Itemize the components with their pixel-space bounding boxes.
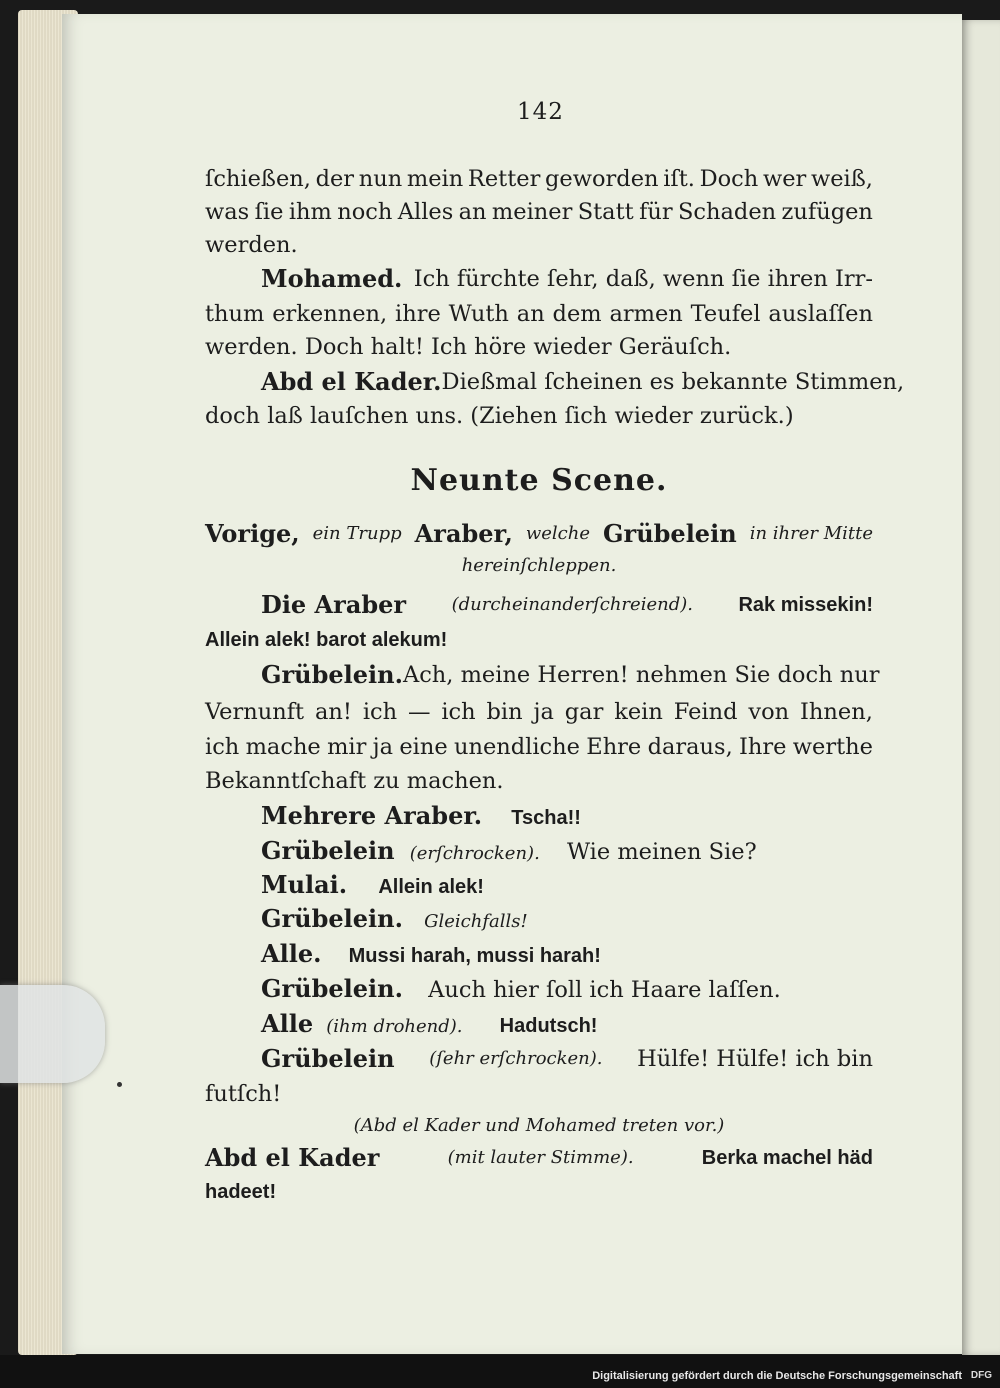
text-line: Allein alek! barot alekum! [205, 629, 448, 651]
word: Teufel [690, 301, 761, 327]
dialogue-line: Mehrere Araber. Tscha!! [261, 801, 581, 830]
dialogue-line: Die Araber (durcheinanderſchreiend). Rak missekin! [261, 589, 873, 622]
dialogue-line: Abd el Kader (mit lauter Stimme). Berka machel häd [205, 1142, 873, 1175]
word: thum [205, 301, 265, 327]
speaker-name: Mehrere Araber. [261, 801, 483, 830]
word: noch [337, 199, 393, 225]
stage-direction-line: Vorige, ein Trupp Araber, welche Grübelein in ihrer Mitte [205, 519, 873, 548]
word: ja [372, 734, 394, 760]
text-line: werden. Doch halt! Ich höre wieder Geräuſch. [205, 334, 732, 360]
text-line: hadeet! [205, 1181, 277, 1203]
speaker-name: Abd el Kader [205, 1143, 380, 1172]
word: an [516, 301, 545, 327]
text-line [205, 163, 873, 196]
word: — [407, 699, 431, 725]
text-line [205, 731, 873, 764]
speaker-name: Die Araber [261, 590, 407, 619]
word: was [205, 199, 250, 225]
dialogue-line: Mohamed. Ich fürchte ſehr, daß, wenn ſie ihren Irr- [261, 263, 873, 296]
word: ſie [254, 199, 284, 225]
word: ja [533, 699, 554, 725]
word: an! [314, 699, 352, 725]
word: von [748, 699, 790, 725]
word: Schaden [678, 199, 777, 225]
speaker-name: Abd el Kader. [261, 367, 442, 396]
dialogue-line: Grübelein. Ach, meine Herren! nehmen Sie doch nur [261, 659, 873, 692]
word: auslaſſen [768, 301, 873, 327]
word: gar [564, 699, 604, 725]
word: für [639, 199, 673, 225]
word: ihm [288, 199, 332, 225]
text-line: futſch! [205, 1081, 282, 1107]
word: an [458, 199, 487, 225]
text-line: Bekanntſchaft zu machen. [205, 768, 504, 794]
speaker-name: Mohamed. [261, 264, 403, 293]
ink-dot [117, 1082, 122, 1087]
text-line: doch laß lauſchen uns. (Ziehen ſich wieder zurück.) [205, 403, 794, 429]
text-line [205, 696, 873, 729]
dialogue-line: Grübelein (ſehr erſchrocken). Hülfe! Hülfe! ich bin [261, 1043, 873, 1076]
text-line [205, 196, 873, 229]
word: bin [486, 699, 523, 725]
word: eine [399, 734, 448, 760]
word: zufügen [781, 199, 873, 225]
speaker-name: Mulai. [261, 870, 348, 899]
dialogue-line: Grübelein. Auch hier ſoll ich Haare laſſen. [261, 974, 781, 1003]
facing-page-strip [962, 20, 1000, 1355]
text-line [205, 298, 873, 331]
stage-direction-line: hereinſchleppen. [461, 555, 617, 576]
word: mein [406, 166, 464, 192]
word: wer [762, 166, 807, 192]
speaker-name: Grübelein. [261, 904, 403, 933]
page-number: 142 [517, 99, 564, 125]
word: meiner [491, 199, 573, 225]
speaker-name: Grübelein [261, 836, 395, 865]
scene-heading: Neunte Scene. [410, 463, 668, 498]
word: armen [609, 301, 683, 327]
word: kein [614, 699, 663, 725]
speaker-name: Alle. [261, 939, 322, 968]
speaker-name: Grübelein. [261, 660, 403, 689]
word: dem [552, 301, 602, 327]
word: nun [358, 166, 403, 192]
word: der [315, 166, 355, 192]
dialogue-line: Grübelein (erſchrocken). Wie meinen Sie? [261, 836, 757, 865]
word: ich [441, 699, 476, 725]
word: Statt [577, 199, 634, 225]
scanner-thumb-shadow [0, 985, 105, 1083]
word: Ihnen, [800, 699, 873, 725]
stage-direction-line: (Abd el Kader und Mohamed treten vor.) [353, 1115, 725, 1136]
dialogue-line: Grübelein. Gleichfalls! [261, 904, 528, 933]
dialogue-line: Alle (ihm drohend). Hadutsch! [261, 1009, 598, 1038]
word: Doch [699, 166, 759, 192]
dfg-logo: DFG [970, 1370, 992, 1381]
word: mache [245, 734, 321, 760]
word: Alles [397, 199, 454, 225]
word: ich [362, 699, 398, 725]
word: daraus, [647, 734, 733, 760]
dialogue-line: Alle. Mussi harah, mussi harah! [261, 939, 601, 968]
word: mir [327, 734, 367, 760]
funding-notice: Digitalisierung gefördert durch die Deutsche Forschungsgemeinschaft [592, 1370, 962, 1382]
text-line: werden. [205, 232, 298, 258]
word: Ehre [586, 734, 642, 760]
speaker-name: Alle [261, 1009, 314, 1038]
dialogue-line: Abd el Kader. Dießmal ſcheinen es bekannte Stimmen, [261, 366, 873, 399]
word: geworden [545, 166, 659, 192]
word: erkennen, [272, 301, 388, 327]
word: Retter [467, 166, 541, 192]
word: Vernunft [205, 699, 305, 725]
word: Wuth [448, 301, 509, 327]
speaker-name: Grübelein. [261, 974, 403, 1003]
word: iſt. [663, 166, 695, 192]
word: unendliche [453, 734, 580, 760]
word: werthe [792, 734, 873, 760]
word: weiß, [810, 166, 873, 192]
word: ich [205, 734, 240, 760]
word: Feind [673, 699, 738, 725]
word: Ihre [739, 734, 787, 760]
word: ſchießen, [205, 166, 311, 192]
dialogue-line: Mulai. Allein alek! [261, 870, 484, 899]
speaker-name: Grübelein [261, 1044, 395, 1073]
word: ihre [395, 301, 441, 327]
